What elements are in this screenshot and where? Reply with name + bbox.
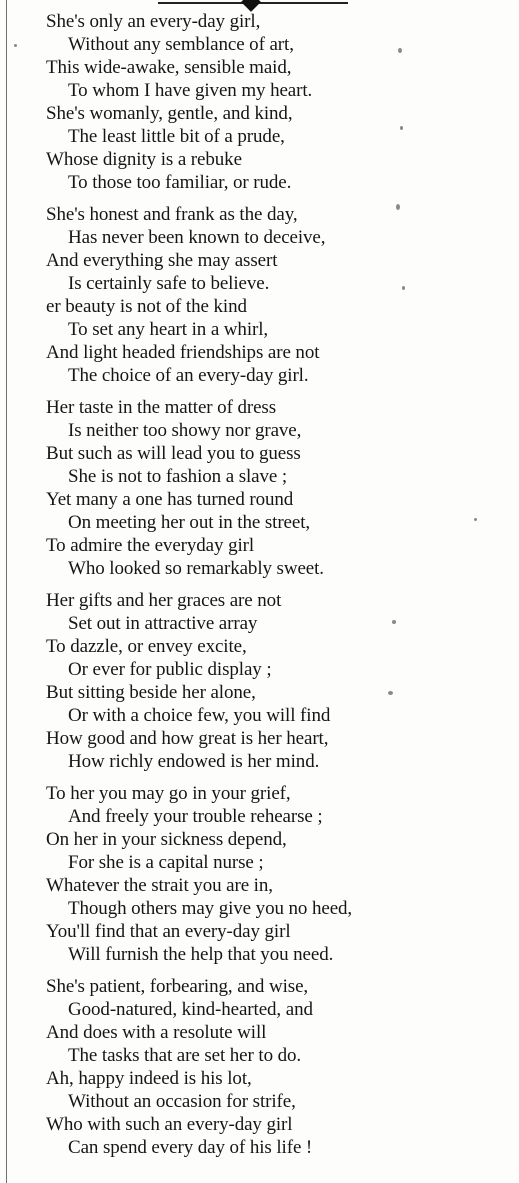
poem-line: Whose dignity is a rebuke <box>46 149 242 170</box>
stanza-2 <box>0 203 519 387</box>
poem-line: She's patient, forbearing, and wise, <box>46 976 309 997</box>
poem-line: And everything she may assert <box>46 250 278 271</box>
poem-line: This wide-awake, sensible maid, <box>46 57 292 78</box>
poem-line: How good and how great is her heart, <box>46 728 329 749</box>
poem-line: Is neither too showy nor grave, <box>68 420 302 441</box>
poem-line: The choice of an every-day girl. <box>68 365 309 386</box>
poem-line: The least little bit of a prude, <box>68 126 285 147</box>
poem-line: Is certainly safe to believe. <box>68 273 270 294</box>
poem <box>0 10 519 1159</box>
stanza-1 <box>0 10 519 194</box>
poem-line: Though others may give you no heed, <box>68 898 353 919</box>
poem-line: Or with a choice few, you will find <box>68 705 331 726</box>
poem-line: Yet many a one has turned round <box>46 489 294 510</box>
poem-line: To dazzle, or envey excite, <box>46 636 247 657</box>
poem-line: Without any semblance of art, <box>68 34 294 55</box>
poem-line: Her gifts and her graces are not <box>46 590 282 611</box>
print-speck <box>398 48 402 53</box>
poem-line: The tasks that are set her to do. <box>68 1045 302 1066</box>
poem-line: Who with such an every-day girl <box>46 1114 293 1135</box>
stanza-3 <box>0 396 519 580</box>
header-ornament <box>158 0 348 10</box>
poem-line: And does with a resolute will <box>46 1022 267 1043</box>
poem-line: Ah, happy indeed is his lot, <box>46 1068 252 1089</box>
poem-line: Will furnish the help that you need. <box>68 944 334 965</box>
poem-line: She is not to fashion a slave ; <box>68 466 288 487</box>
print-speck <box>388 691 393 695</box>
poem-line: She's honest and frank as the day, <box>46 204 298 225</box>
poem-line: Her taste in the matter of dress <box>46 397 276 418</box>
print-speck <box>396 204 400 210</box>
poem-line: You'll find that an every-day girl <box>46 921 291 942</box>
poem-line: But such as will lead you to guess <box>46 443 301 464</box>
poem-line: Without an occasion for strife, <box>68 1091 296 1112</box>
poem-line: To set any heart in a whirl, <box>68 319 269 340</box>
poem-line: er beauty is not of the kind <box>46 296 247 317</box>
print-speck <box>392 620 396 624</box>
poem-line: How richly endowed is her mind. <box>68 751 320 772</box>
poem-line: Can spend every day of his life ! <box>68 1137 313 1158</box>
stanza-6 <box>0 975 519 1159</box>
poem-line: Set out in attractive array <box>68 613 258 634</box>
print-speck <box>14 44 17 47</box>
poem-line: But sitting beside her alone, <box>46 682 256 703</box>
poem-line: Good-natured, kind-hearted, and <box>68 999 313 1020</box>
poem-line: She's only an every-day girl, <box>46 11 261 32</box>
poem-line: Whatever the strait you are in, <box>46 875 273 896</box>
poem-line: For she is a capital nurse ; <box>68 852 264 873</box>
stanza-5 <box>0 782 519 966</box>
poem-line: To those too familiar, or rude. <box>68 172 292 193</box>
poem-line: To her you may go in your grief, <box>46 783 291 804</box>
poem-line: Has never been known to deceive, <box>68 227 326 248</box>
poem-line: She's womanly, gentle, and kind, <box>46 103 293 124</box>
poem-line: Or ever for public display ; <box>68 659 272 680</box>
stanza-4 <box>0 589 519 773</box>
poem-line: And light headed friendships are not <box>46 342 320 363</box>
poem-line: And freely your trouble rehearse ; <box>68 806 323 827</box>
poem-line: Who looked so remarkably sweet. <box>68 558 324 579</box>
print-speck <box>474 518 477 521</box>
print-speck <box>400 126 403 130</box>
poem-line: To whom I have given my heart. <box>68 80 313 101</box>
print-speck <box>402 286 405 290</box>
poem-line: On her in your sickness depend, <box>46 829 287 850</box>
poem-line: On meeting her out in the street, <box>68 512 311 533</box>
poem-line: To admire the everyday girl <box>46 535 255 556</box>
